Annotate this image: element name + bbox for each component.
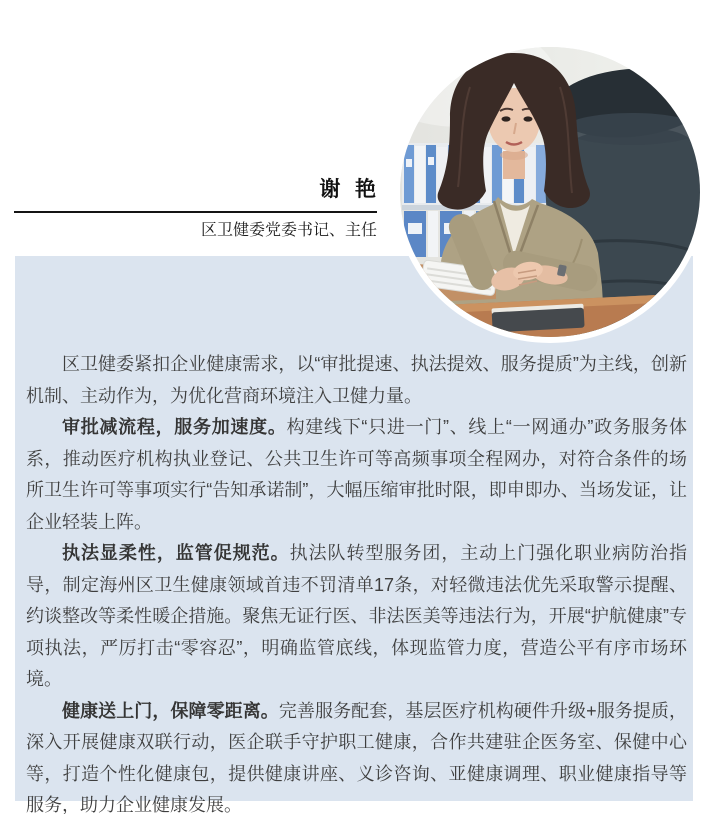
profile-job-title: 区卫健委党委书记、主任 (200, 222, 377, 239)
paragraph-2-lead: 审批减流程，服务加速度。 (62, 417, 287, 437)
paragraph-4 (26, 696, 687, 814)
portrait-illustration (400, 47, 700, 337)
paragraph-3-text: 执法队转型服务团，主动上门强化职业病防治指导，制定海州区卫生健康领域首违不罚清单17条，对轻微违法优先采取警示提醒、约谈整改等柔性暖企措施。聚焦无证行医、非法医美等违法行为，开展“护航健康”专项执法，严厉打击“零容忍”，明确监管底线，体现监管力度，营造公平有序市场环境。 (26, 543, 687, 689)
article-body (15, 256, 693, 814)
profile-photo (394, 41, 706, 343)
paragraph-3-lead: 执法显柔性，监管促规范。 (62, 543, 290, 563)
paragraph-1-text: 区卫健委紧扣企业健康需求，以“审批提速、执法提效、服务提质”为主线，创新机制、主动作为，为优化营商环境注入卫健力量。 (26, 354, 687, 406)
paragraph-2-text: 构建线下“只进一门”、线上“一网通办”政务服务体系，推动医疗机构执业登记、公共卫生许可等高频事项全程网办，对符合条件的场所卫生许可等事项实行“告知承诺制”，大幅压缩审批时限，即申即办、当场发证，让企业轻装上阵。 (26, 417, 687, 532)
article-panel (15, 256, 693, 814)
paragraph-1 (26, 349, 687, 412)
notebook (491, 304, 584, 333)
profile-name: 谢 艳 (319, 178, 377, 201)
profile-header (14, 177, 377, 240)
paragraph-4-lead: 健康送上门，保障零距离。 (62, 700, 279, 721)
paragraph-3 (26, 538, 687, 696)
paragraph-2 (26, 412, 687, 538)
paragraph-4-text: 完善服务配套，基层医疗机构硬件升级+服务提质，深入开展健康双联行动，医企联手守护职工健康，合作共建驻企医务室、保健中心等，打造个性化健康包，提供健康讲座、义诊咨询、亚健康调理、职业健康指导等服务，助力企业健康发展。 (26, 700, 688, 814)
divider-line (14, 211, 377, 213)
